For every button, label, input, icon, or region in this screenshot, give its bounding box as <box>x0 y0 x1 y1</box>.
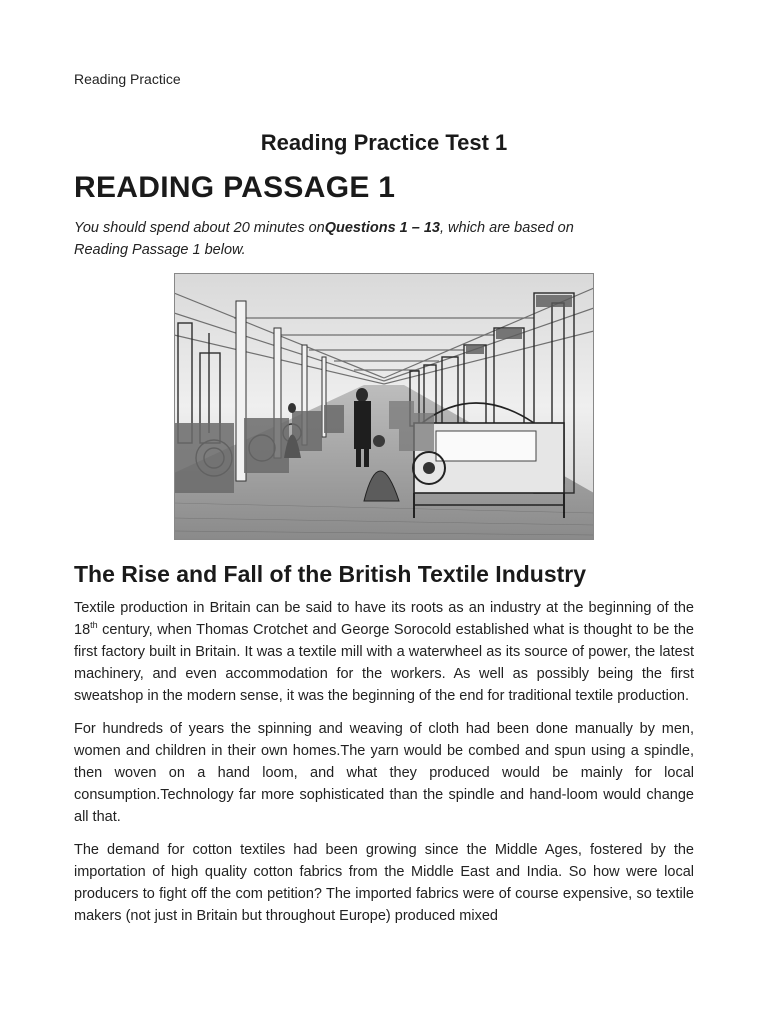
article-body <box>74 597 694 938</box>
paragraph-2: For hundreds of years the spinning and weaving of cloth had been done manually by men, women and children in their own homes.The yarn would be combed and spun using a spindle, then woven on a hand loom, and what they produced would be mainly for local consumption.Technology far more sophisticated than the spindle and hand-loom would change all that. <box>74 721 694 825</box>
test-title: Reading Practice Test 1 <box>260 130 508 155</box>
textile-mill-illustration <box>174 273 594 540</box>
instructions-text-end: , which are based on Reading Passage 1 below. <box>74 220 574 258</box>
superscript-th: th <box>90 620 98 631</box>
paragraph-1-end: century, when Thomas Crotchet and George Sorocold established what is thought to be the first factory built in Britain. It was a textile mill with a waterwheel as its source of power, the latest machinery, and even accommodation for the workers. As well as possibly being the first sweatshop in the modern sense, it was the beginning of the end for traditional textile production. <box>74 622 694 704</box>
passage-title: READING PASSAGE 1 <box>74 171 396 204</box>
paragraph-3: The demand for cotton textiles had been growing since the Middle Ages, fostered by the importation of high quality cotton fabrics from the Middle East and India. So how were local producers to fight off the com petition? The imported fabrics were of course expensive, so textile makers (not just in Britain but throughout Europe) produced mixed <box>74 842 694 924</box>
page-header: Reading Practice <box>74 71 181 87</box>
article-title: The Rise and Fall of the British Textile Industry <box>74 561 587 587</box>
instructions-text: You should spend about 20 minutes on <box>74 220 325 236</box>
paragraph-1 <box>74 597 694 707</box>
paragraph-1-start: Textile production in Britain can be said to have its roots as an industry at the beginning of the 18 <box>74 600 694 638</box>
instructions-questions: Questions 1 – 13 <box>324 220 440 236</box>
instructions <box>74 217 614 261</box>
